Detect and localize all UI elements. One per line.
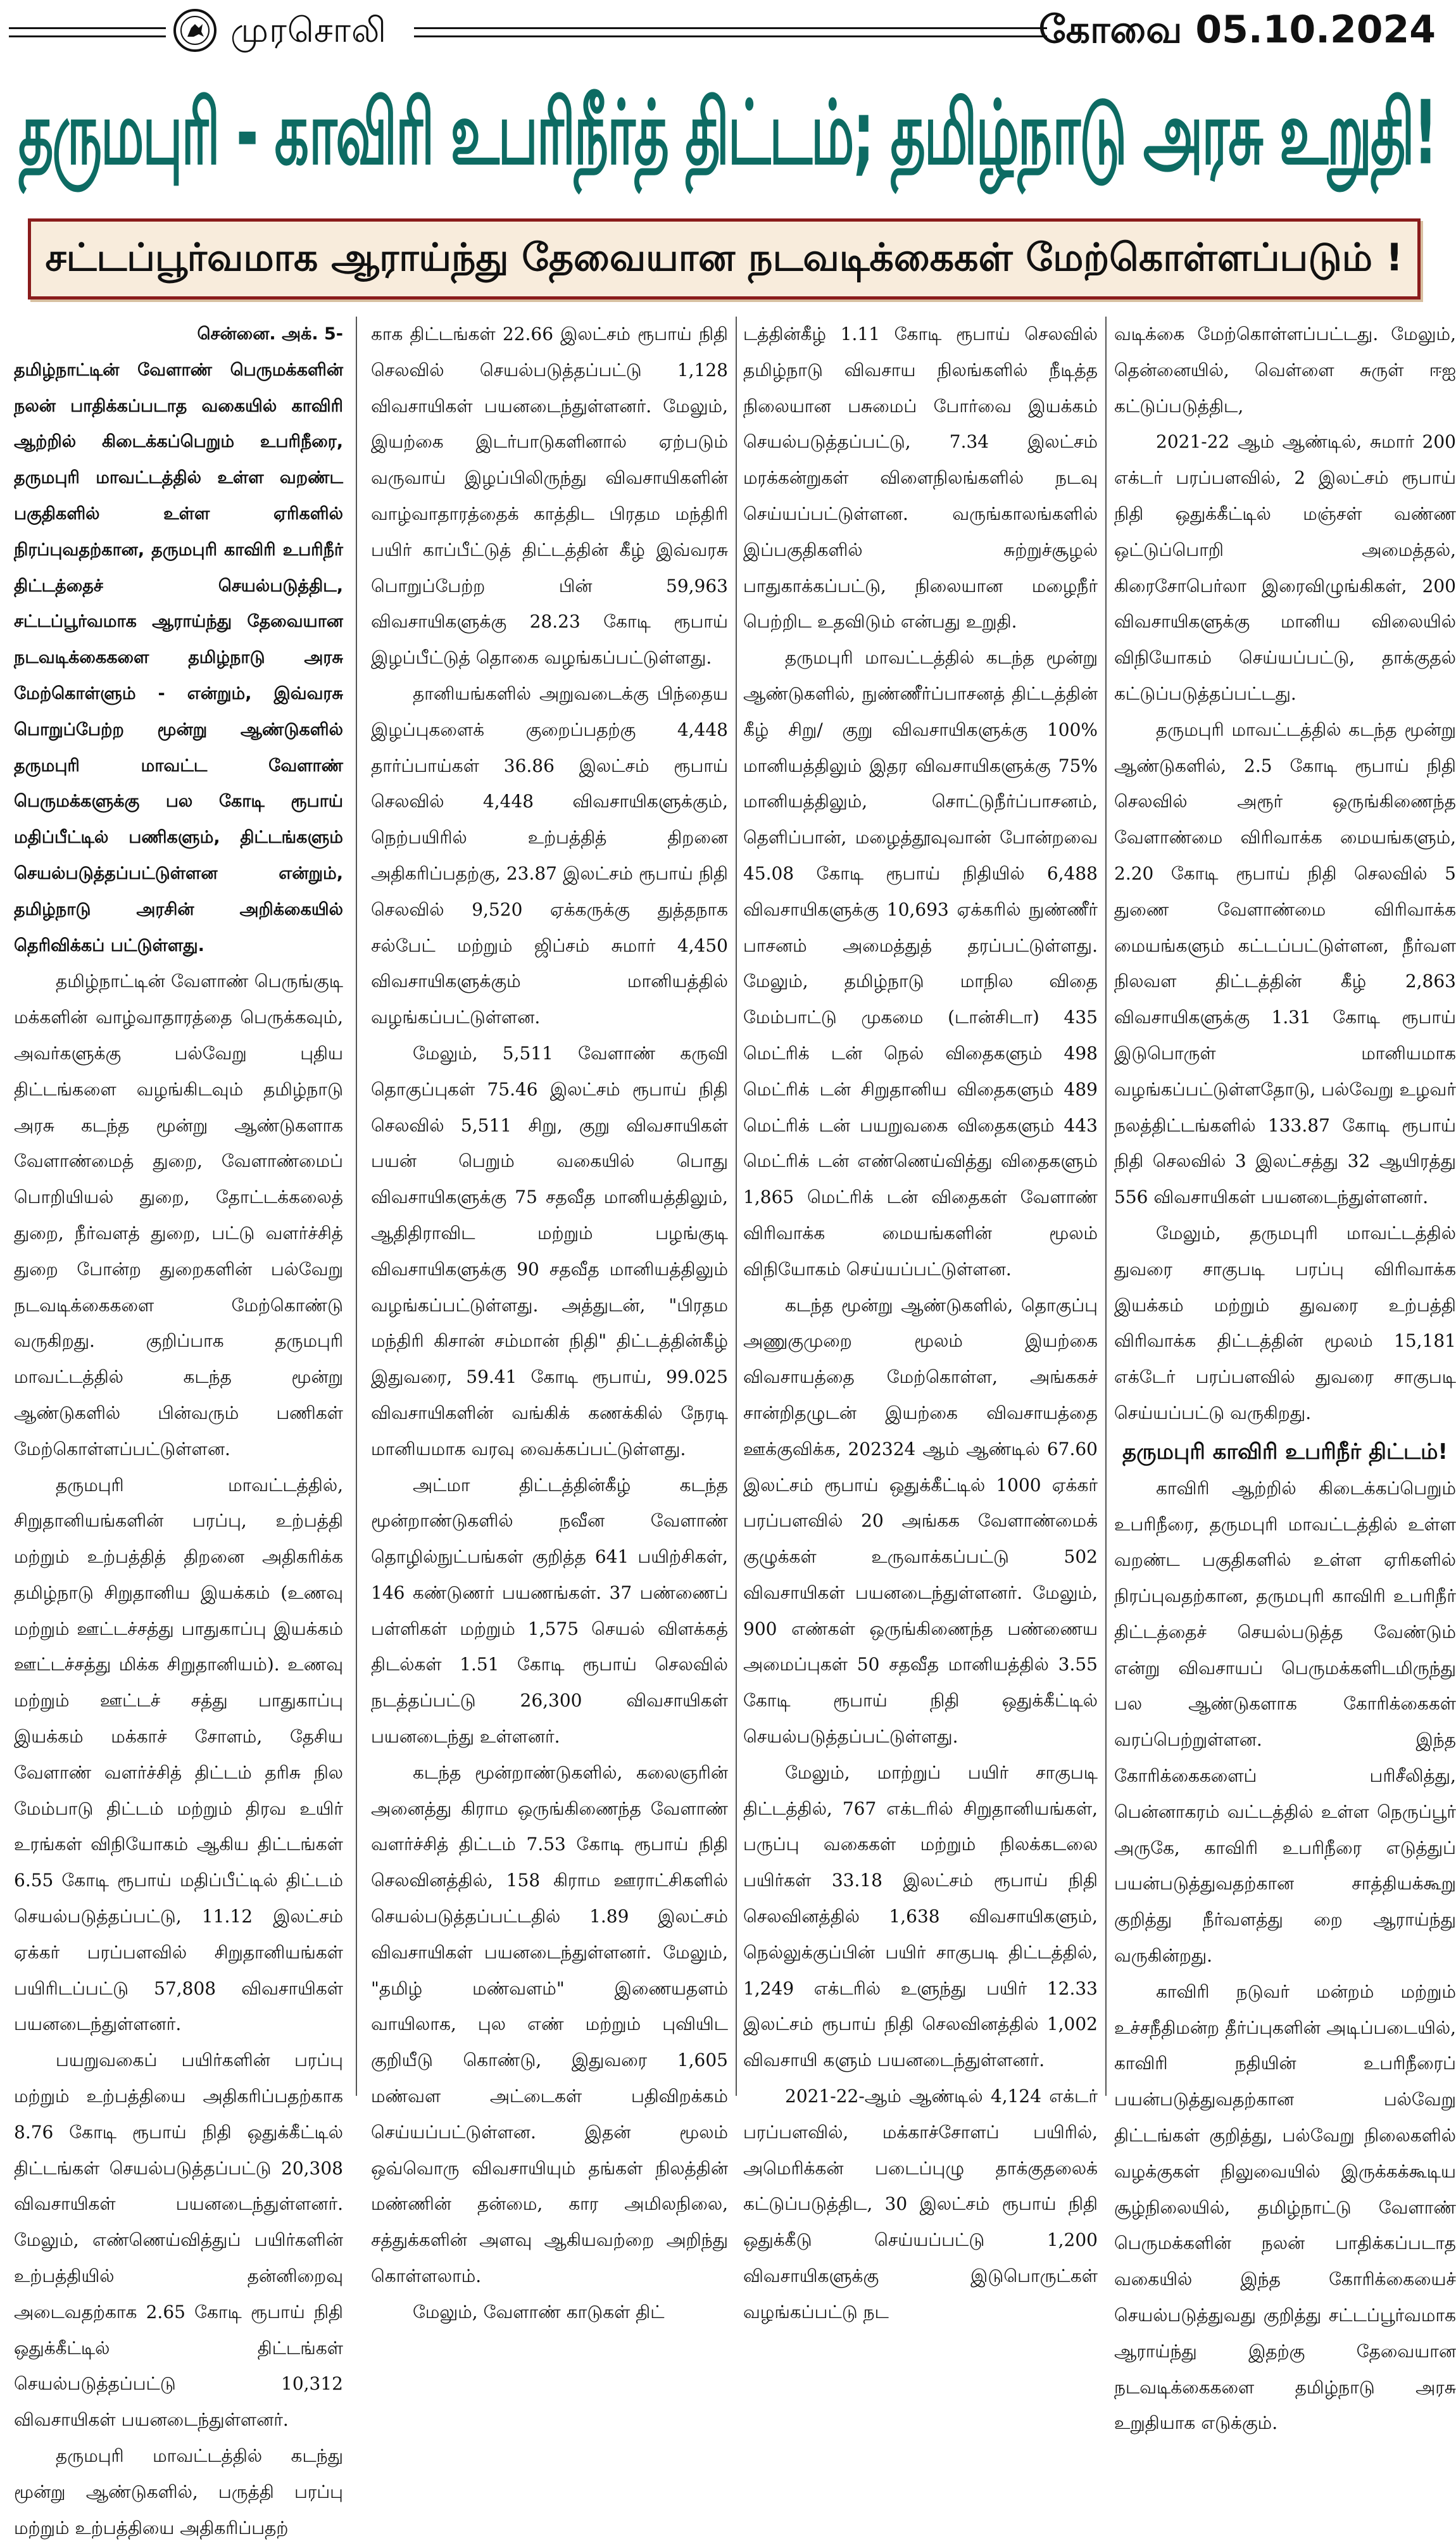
paragraph: கடந்த மூன்று ஆண்டுகளில், தொகுப்பு அணுகுமுறை மூலம் இயற்கை விவசாயத்தை மேற்கொள்ள, அங்ககச் சான்றிதழுடன் இயற்கை விவசாயத்தை ஊக்குவிக்க, 202324 ஆம் ஆண்டில் 67.60 இலட்சம் ரூபாய் ஒதுக்கீட்டில் 1000 ஏக்கர் பரப்பளவில் 20 அங்கக வேளாண்மைக் குழுக்கள் உருவாக்கப்பட்டு 502 விவசாயிகள் பயனடைந்துள்ளனர். மேலும், 900 எண்கள் ஒருங்கிணைந்த பண்ணைய அமைப்புகள் 50 சதவீத மானியத்தில் 3.55 கோடி ரூபாய் நிதி ஒதுக்கீட்டில் செயல்படுத்தப்பட்டுள்ளது. bbox=[743, 1294, 1098, 1748]
paragraph: தருமபுரி மாவட்டத்தில் கடந்த மூன்று ஆண்டுகளில், நுண்ணீர்ப்பாசனத் திட்டத்தின் கீழ் சிறு/ குறு விவசாயிகளுக்கு 100% மானியத்திலும் இதர விவசாயிகளுக்கு 75% மானியத்திலும், சொட்டுநீர்ப்பாசனம், தெளிப்பான், மழைத்தூவுவான் போன்றவை 45.08 கோடி ரூபாய் நிதியில் 6,488 விவசாயிகளுக்கு 10,693 ஏக்கரில் நுண்ணீர் பாசனம் அமைத்துத் தரப்பட்டுள்ளது. மேலும், தமிழ்நாடு மாநில விதை மேம்பாட்டு முகமை (டான்சிடா) 435 மெட்ரிக் டன் நெல் விதைகளும் 498 மெட்ரிக் டன் சிறுதானிய விதைகளும் 489 மெட்ரிக் டன் பயறுவகை விதைகளும் 443 மெட்ரிக் டன் எண்ணெய்வித்து விதைகளும் 1,865 மெட்ரிக் டன் விதைகள் வேளாண் விரிவாக்க மையங்களின் மூலம் விநியோகம் செய்யப்பட்டுள்ளன. bbox=[743, 647, 1098, 1280]
paragraph: வடிக்கை மேற்கொள்ளப்பட்டது. மேலும், தென்னையில், வெள்ளை சுருள் ஈஐ கட்டுப்படுத்திட, bbox=[1114, 324, 1456, 417]
lead-text: தமிழ்நாட்டின் வேளாண் பெருமக்களின் நலன் பாதிக்கப்படாத வகையில் காவிரி ஆற்றில் கிடைக்கப்பெறும் உபரிநீரை, தருமபுரி மாவட்டத்தில் உள்ள வறண்ட பகுதிகளில் உள்ள ஏரிகளில் நிரப்புவதற்கான, தருமபுரி காவிரி உபரிநீர் திட்டத்தைச் செயல்படுத்திட, சட்டப்பூர்வமாக ஆராய்ந்து தேவையான நடவடிக்கைகளை தமிழ்நாடு அரசு மேற்கொள்ளும் - என்றும், இவ்வரசு பொறுப்பேற்ற மூன்று ஆண்டுகளில் தருமபுரி மாவட்ட வேளாண் பெருமக்களுக்கு பல கோடி ரூபாய் மதிப்பீட்டில் பணிகளும், திட்டங்களும் செயல்படுத்தப்பட்டுள்ளன என்றும், தமிழ்நாடு அரசின் அறிக்கையில் தெரிவிக்கப் பட்டுள்ளது. bbox=[14, 360, 343, 955]
paragraph: காவிரி நடுவர் மன்றம் மற்றும் உச்சநீதிமன்ற தீர்ப்புகளின் அடிப்படையில், காவிரி நதியின் உபரிநீரைப் பயன்படுத்துவதற்கான பல்வேறு திட்டங்கள் குறித்து, பல்வேறு நிலைகளில் வழக்குகள் நிலுவையில் இருக்கக்கூடிய சூழ்நிலையில், தமிழ்நாட்டு வேளாண் பெருமக்களின் நலன் பாதிக்கப்படாத வகையில் இந்த கோரிக்கையைச் செயல்படுத்துவது குறித்து சட்டப்பூர்வமாக ஆராய்ந்து இதற்கு தேவையான நடவடிக்கைகளை தமிழ்நாடு அரசு உறுதியாக எடுக்கும். bbox=[1114, 1981, 1456, 2434]
paragraph: மேலும், தருமபுரி மாவட்டத்தில் துவரை சாகுபடி பரப்பு விரிவாக்க இயக்கம் மற்றும் துவரை உற்பத்தி விரிவாக்க திட்டத்தின் மூலம் 15,181 எக்டேர் பரப்பளவில் துவரை சாகுபடி செய்யப்பட்டு வருகிறது. bbox=[1114, 1222, 1456, 1423]
paragraph: கடந்த மூன்றாண்டுகளில், கலைஞரின் அனைத்து கிராம ஒருங்கிணைந்த வேளாண் வளர்ச்சித் திட்டம் 7.53 கோடி ரூபாய் நிதி செலவினத்தில், 158 கிராம ஊராட்சிகளில் செயல்படுத்தப்பட்டதில் 1.89 இலட்சம் விவசாயிகள் பயனடைந்துள்ளனர். மேலும், "தமிழ் மண்வளம்" இணையதளம் வாயிலாக, புல எண் மற்றும் புவியிட குறியீடு கொண்டு, இதுவரை 1,605 மண்வள அட்டைகள் பதிவிறக்கம் செய்யப்பட்டுள்ளன. இதன் மூலம் ஒவ்வொரு விவசாயியும் தங்கள் நிலத்தின் மண்ணின் தன்மை, கார அமிலநிலை, சத்துக்களின் அளவு ஆகியவற்றை அறிந்து கொள்ளலாம். bbox=[371, 1761, 728, 2287]
dateline: சென்னை. அக். 5- bbox=[197, 324, 343, 344]
article-column-2 bbox=[371, 317, 728, 2322]
paragraph: காக திட்டங்கள் 22.66 இலட்சம் ரூபாய் நிதி செலவில் செயல்படுத்தப்பட்டு 1,128 விவசாயிகள் பயனடைந்துள்ளனர். மேலும், இயற்கை இடர்பாடுகளினால் ஏற்படும் வருவாய் இழப்பிலிருந்து விவசாயிகளின் வாழ்வாதாரத்தைக் காத்திட பிரதம மந்திரி பயிர் காப்பீட்டுத் திட்டத்தின் கீழ் இவ்வரசு பொறுப்பேற்ற பின் 59,963 விவசாயிகளுக்கு 28.23 கோடி ரூபாய் இழப்பீட்டுத் தொகை வழங்கப்பட்டுள்ளது. bbox=[371, 324, 728, 669]
section-subheading: தருமபுரி காவிரி உபரிநீர் திட்டம்! bbox=[1122, 1439, 1448, 1465]
paragraph: தமிழ்நாட்டின் வேளாண் பெருங்குடி மக்களின் வாழ்வாதாரத்தை பெருக்கவும், அவர்களுக்கு பல்வேறு புதிய திட்டங்களை வழங்கிடவும் தமிழ்நாடு அரசு கடந்த மூன்று ஆண்டுகளாக வேளாண்மைத் துறை, வேளாண்மைப் பொறியியல் துறை, தோட்டக்கலைத் துறை, நீர்வளத் துறை, பட்டு வளர்ச்சித் துறை போன்ற துறைகளின் பல்வேறு நடவடிக்கைகளை மேற்கொண்டு வருகிறது. குறிப்பாக தருமபுரி மாவட்டத்தில் கடந்த மூன்று ஆண்டுகளில் பின்வரும் பணிகள் மேற்கொள்ளப்பட்டுள்ளன. bbox=[14, 971, 343, 1459]
paragraph: மேலும், வேளாண் காடுகள் திட் bbox=[413, 2301, 665, 2322]
paragraph: 2021-22 ஆம் ஆண்டில், சுமார் 200 எக்டர் பரப்பளவில், 2 இலட்சம் ரூபாய் நிதி ஒதுக்கீட்டில் மஞ்சள் வண்ண ஒட்டுப்பொறி அமைத்தல், கிரைசோபெர்லா இரைவிழுங்கிகள், 200 விவசாயிகளுக்கு மானிய விலையில் விநியோகம் செய்யப்பட்டு, தாக்குதல் கட்டுப்படுத்தப்பட்டது. bbox=[1114, 431, 1456, 704]
masthead bbox=[9, 6, 1446, 56]
edition-date: கோவை 05.10.2024 bbox=[1039, 8, 1436, 52]
column-divider bbox=[356, 317, 357, 2096]
article-column-1 bbox=[14, 317, 343, 2538]
article-lead bbox=[14, 317, 343, 964]
paragraph: தருமபுரி மாவட்டத்தில் கடந்த மூன்று ஆண்டுகளில், 2.5 கோடி ரூபாய் நிதி செலவில் அரூர் ஒருங்கிணைந்த வேளாண்மை விரிவாக்க மையங்களும், 2.20 கோடி ரூபாய் நிதி செலவில் 5 துணை வேளாண்மை விரிவாக்க மையங்களும் கட்டப்பட்டுள்ளன, நீர்வள நிலவள திட்டத்தின் கீழ் 2,863 விவசாயிகளுக்கு 1.31 கோடி ரூபாய் இடுபொருள் மானியமாக வழங்கப்பட்டுள்ளதோடு, பல்வேறு உழவர் நலத்திட்டங்களில் 133.87 கோடி ரூபாய் நிதி செலவில் 3 இலட்சத்து 32 ஆயிரத்து 556 விவசாயிகள் பயனடைந்துள்ளனர். bbox=[1114, 719, 1456, 1208]
newspaper-logo-icon bbox=[173, 9, 217, 52]
paragraph: டத்தின்கீழ் 1.11 கோடி ரூபாய் செலவில் தமிழ்நாடு விவசாய நிலங்களில் நீடித்த நிலையான பசுமைப் போர்வை இயக்கம் செயல்படுத்தப்பட்டு, 7.34 இலட்சம் மரக்கன்றுகள் விளைநிலங்களில் நடவு செய்யப்பட்டுள்ளன. வருங்காலங்களில் இப்பகுதிகளில் சுற்றுச்சூழல் பாதுகாக்கப்பட்டு, நிலையான மழைநீர் பெற்றிட உதவிடும் என்பது உறுதி. bbox=[743, 324, 1098, 633]
masthead-rule-right bbox=[414, 27, 1047, 37]
paragraph: 2021-22-ஆம் ஆண்டில் 4,124 எக்டர் பரப்பளவில், மக்காச்சோளப் பயிரில், அமெரிக்கன் படைப்புழு தாக்குதலைக் கட்டுப்படுத்திட, 30 இலட்சம் ரூபாய் நிதி ஒதுக்கீடு செய்யப்பட்டு 1,200 விவசாயிகளுக்கு இடுபொருட்கள் வழங்கப்பட்டு நட bbox=[743, 2086, 1098, 2322]
newspaper-name: முரசொலி bbox=[230, 10, 387, 50]
article-column-3 bbox=[743, 317, 1098, 2322]
paragraph: பயறுவகைப் பயிர்களின் பரப்பு மற்றும் உற்பத்தியை அதிகரிப்பதற்காக 8.76 கோடி ரூபாய் நிதி ஒதுக்கீட்டில் திட்டங்கள் செயல்படுத்தப்பட்டு 20,308 விவசாயிகள் பயனடைந்துள்ளனர். மேலும், எண்ணெய்வித்துப் பயிர்களின் உற்பத்தியில் தன்னிறைவு அடைவதற்காக 2.65 கோடி ரூபாய் நிதி ஒதுக்கீட்டில் திட்டங்கள் செயல்படுத்தப்பட்டு 10,312 விவசாயிகள் பயனடைந்துள்ளனர். bbox=[14, 2050, 343, 2431]
paragraph: தானியங்களில் அறுவடைக்கு பிந்தைய இழப்புகளைக் குறைப்பதற்கு 4,448 தார்ப்பாய்கள் 36.86 இலட்சம் ரூபாய் செலவில் 4,448 விவசாயிகளுக்கும், நெற்பயிரில் உற்பத்தித் திறனை அதிகரிப்பதற்கு, 23.87 இலட்சம் ரூபாய் நிதி செலவில் 9,520 ஏக்கருக்கு துத்தநாக சல்பேட் மற்றும் ஜிப்சம் சுமார் 4,450 விவசாயிகளுக்கும் மானியத்தில் வழங்கப்பட்டுள்ளன. bbox=[371, 683, 728, 1028]
paragraph: தருமபுரி மாவட்டத்தில், சிறுதானியங்களின் பரப்பு, உற்பத்தி மற்றும் உற்பத்தித் திறனை அதிகரிக்க தமிழ்நாடு சிறுதானிய இயக்கம் (உணவு மற்றும் ஊட்டச்சத்து பாதுகாப்பு இயக்கம் ஊட்டச்சத்து மிக்க சிறுதானியம்). உணவு மற்றும் ஊட்டச் சத்து பாதுகாப்பு இயக்கம் மக்காச் சோளம், தேசிய வேளாண் வளர்ச்சித் திட்டம் தரிசு நில மேம்பாடு திட்டம் மற்றும் திரவ உயிர் உரங்கள் விநியோகம் ஆகிய திட்டங்கள் 6.55 கோடி ரூபாய் மதிப்பீட்டில் திட்டம் செயல்படுத்தப்பட்டு, 11.12 இலட்சம் ஏக்கர் பரப்பளவில் சிறுதானியங்கள் பயிரிடப்பட்டு 57,808 விவசாயிகள் பயனடைந்துள்ளனர். bbox=[14, 1474, 343, 2035]
paragraph: மேலும், 5,511 வேளாண் கருவி தொகுப்புகள் 75.46 இலட்சம் ரூபாய் நிதி செலவில் 5,511 சிறு, குறு விவசாயிகள் பயன் பெறும் வகையில் பொது விவசாயிகளுக்கு 75 சதவீத மானியத்திலும், ஆதிதிராவிட மற்றும் பழங்குடி விவசாயிகளுக்கு 90 சதவீத மானியத்திலும் வழங்கப்பட்டுள்ளது. அத்துடன், "பிரதம மந்திரி கிசான் சம்மான் நிதி" திட்டத்தின்கீழ் இதுவரை, 59.41 கோடி ரூபாய், 99.025 விவசாயிகளின் வங்கிக் கணக்கில் நேரடி மானியமாக வரவு வைக்கப்பட்டுள்ளது. bbox=[371, 1042, 728, 1459]
masthead-rule-left bbox=[9, 27, 166, 37]
column-divider bbox=[736, 317, 737, 2096]
subheadline: சட்டப்பூர்வமாக ஆராய்ந்து தேவையான நடவடிக்கைகள் மேற்கொள்ளப்படும் ! bbox=[45, 236, 1403, 280]
article-column-4 bbox=[1114, 317, 1456, 2434]
headline: தருமபுரி - காவிரி உபரிநீர்த் திட்டம்; தமிழ்நாடு அரசு உறுதி! bbox=[18, 81, 1437, 184]
subheadline-box bbox=[28, 218, 1421, 299]
paragraph: மேலும், மாற்றுப் பயிர் சாகுபடி திட்டத்தில், 767 எக்டரில் சிறுதானியங்கள், பருப்பு வகைகள் மற்றும் நிலக்கடலை பயிர்கள் 33.18 இலட்சம் ரூபாய் நிதி செலவினத்தில் 1,638 விவசாயிகளும், நெல்லுக்குப்பின் பயிர் சாகுபடி திட்டத்தில், 1,249 எக்டரில் உளுந்து பயிர் 12.33 இலட்சம் ரூபாய் நிதி செலவினத்தில் 1,002 விவசாயி களும் பயனடைந்துள்ளனர். bbox=[743, 1761, 1098, 2071]
column-divider bbox=[1105, 317, 1107, 2096]
paragraph: தருமபுரி மாவட்டத்தில் கடந்து மூன்று ஆண்டுகளில், பருத்தி பரப்பு மற்றும் உற்பத்தியை அதிகரிப்பதற் bbox=[14, 2445, 343, 2538]
paragraph: அட்மா திட்டத்தின்கீழ் கடந்த மூன்றாண்டுகளில் நவீன வேளாண் தொழில்நுட்பங்கள் குறித்த 641 பயிற்சிகள், 146 கண்டுணர் பயணங்கள். 37 பண்ணைப் பள்ளிகள் மற்றும் 1,575 செயல் விளக்கத் திடல்கள் 1.51 கோடி ரூபாய் செலவில் நடத்தப்பட்டு 26,300 விவசாயிகள் பயனடைந்து உள்ளனர். bbox=[371, 1474, 728, 1748]
paragraph: காவிரி ஆற்றில் கிடைக்கப்பெறும் உபரிநீரை, தருமபுரி மாவட்டத்தில் உள்ள வறண்ட பகுதிகளில் உள்ள ஏரிகளில் நிரப்புவதற்கான, தருமபுரி காவிரி உபரிநீர் திட்டத்தைச் செயல்படுத்த வேண்டும் என்று விவசாயப் பெருமக்களிடமிருந்து பல ஆண்டுகளாக கோரிக்கைகள் வரப்பெற்றுள்ளன. இந்த கோரிக்கைகளைப் பரிசீலித்து, பென்னாகரம் வட்டத்தில் உள்ள நெருப்பூர் அருகே, காவிரி உபரிநீரை எடுத்துப் பயன்படுத்துவதற்கான சாத்தியக்கூறு குறித்து நீர்வளத்து றை ஆராய்ந்து வருகின்றது. bbox=[1114, 1477, 1456, 1967]
article-body bbox=[14, 317, 1456, 2538]
